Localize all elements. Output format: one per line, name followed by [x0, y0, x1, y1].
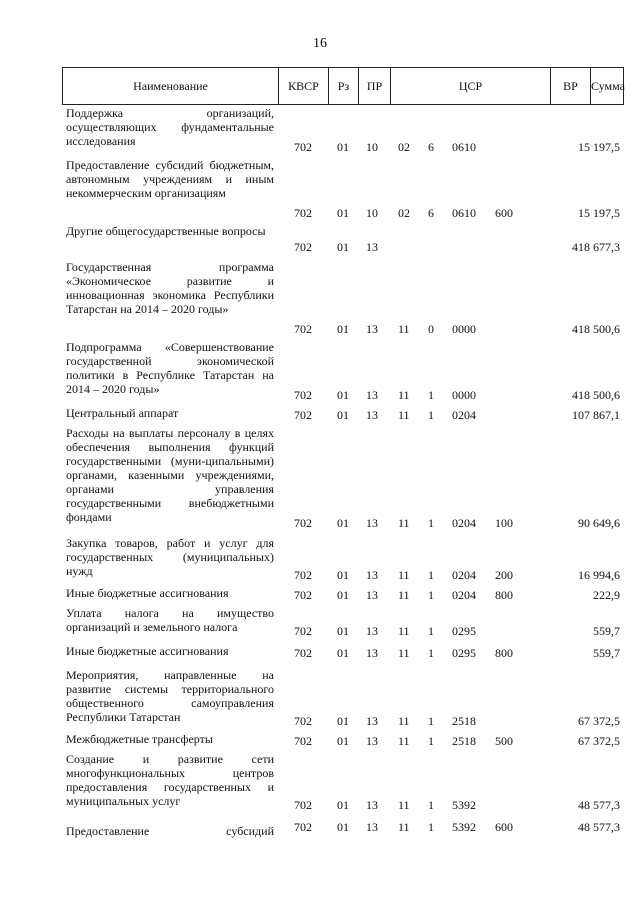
row-rz: 01	[337, 568, 349, 582]
row-csr-code: 5392	[452, 820, 476, 834]
row-csr-code: 0000	[452, 388, 476, 402]
row-vr: 500	[495, 734, 513, 748]
row-name: Центральный аппарат	[66, 406, 179, 420]
row-csr-code: 0295	[452, 624, 476, 638]
row-sum: 418 500,6	[572, 388, 620, 402]
row-csr-code: 0295	[452, 646, 476, 660]
row-csr-subprogram: 6	[428, 206, 434, 220]
table-row	[0, 224, 640, 254]
row-pr: 13	[366, 646, 378, 660]
header-pr: ПР	[359, 68, 391, 104]
row-pr: 13	[366, 408, 378, 422]
row-pr: 10	[366, 140, 378, 154]
row-name: Мероприятия, направленные на развитие системы территориального общественного самоуправления Республики Татарстан	[66, 668, 274, 724]
row-csr-subprogram: 1	[428, 388, 434, 402]
row-kvsr: 702	[294, 820, 312, 834]
row-csr-program: 11	[398, 820, 410, 834]
row-rz: 01	[337, 820, 349, 834]
row-rz: 01	[337, 140, 349, 154]
row-csr-subprogram: 0	[428, 322, 434, 336]
row-name: Иные бюджетные ассигнования	[66, 586, 229, 600]
row-csr-subprogram: 6	[428, 140, 434, 154]
row-name: Расходы на выплаты персоналу в целях обеспечения выполнения функций государственными (муни-ципальными) органами, казенными учреждениями, органами управления государственными внебюджетными фондами	[66, 426, 274, 524]
table-row	[0, 426, 640, 530]
row-kvsr: 702	[294, 568, 312, 582]
table-row	[0, 260, 640, 336]
row-rz: 01	[337, 240, 349, 254]
row-sum: 67 372,5	[578, 734, 620, 748]
row-pr: 13	[366, 516, 378, 530]
table-row	[0, 606, 640, 638]
row-kvsr: 702	[294, 408, 312, 422]
row-sum: 15 197,5	[578, 206, 620, 220]
row-csr-program: 11	[398, 624, 410, 638]
row-kvsr: 702	[294, 322, 312, 336]
row-csr-code: 5392	[452, 798, 476, 812]
row-kvsr: 702	[294, 714, 312, 728]
row-csr-program: 11	[398, 568, 410, 582]
row-kvsr: 702	[294, 140, 312, 154]
row-rz: 01	[337, 798, 349, 812]
row-pr: 13	[366, 820, 378, 834]
header-rz: Рз	[329, 68, 359, 104]
page-number: 16	[313, 36, 327, 51]
header-sum: Сумма	[591, 79, 625, 93]
table-row	[0, 644, 640, 660]
table-row	[0, 106, 640, 154]
row-csr-program: 02	[398, 140, 410, 154]
row-sum: 222,9	[593, 588, 620, 602]
row-csr-subprogram: 1	[428, 820, 434, 834]
row-pr: 13	[366, 568, 378, 582]
row-csr-code: 0204	[452, 568, 476, 582]
row-name: Межбюджетные трансферты	[66, 732, 213, 746]
row-name: Иные бюджетные ассигнования	[66, 644, 229, 658]
row-csr-subprogram: 1	[428, 646, 434, 660]
header-vr: ВР	[551, 68, 591, 104]
row-csr-code: 0204	[452, 408, 476, 422]
row-vr: 100	[495, 516, 513, 530]
row-vr: 600	[495, 206, 513, 220]
row-kvsr: 702	[294, 240, 312, 254]
table-row	[0, 586, 640, 602]
row-csr-program: 11	[398, 408, 410, 422]
row-kvsr: 702	[294, 588, 312, 602]
row-csr-code: 0610	[452, 206, 476, 220]
header-name: Наименование	[63, 68, 279, 104]
row-rz: 01	[337, 588, 349, 602]
row-kvsr: 702	[294, 646, 312, 660]
row-sum: 16 994,6	[578, 568, 620, 582]
row-kvsr: 702	[294, 206, 312, 220]
row-csr-subprogram: 1	[428, 516, 434, 530]
row-csr-program: 02	[398, 206, 410, 220]
table-row	[0, 536, 640, 582]
row-pr: 13	[366, 322, 378, 336]
row-csr-program: 11	[398, 588, 410, 602]
row-pr: 13	[366, 588, 378, 602]
row-name: Предоставление субсидий бюджетным, автономным учреждениям и иным некоммерческим организациям	[66, 158, 274, 200]
row-pr: 13	[366, 240, 378, 254]
row-name: Поддержка организаций, осуществляющих фундаментальные исследования	[66, 106, 274, 148]
row-pr: 10	[366, 206, 378, 220]
row-sum: 107 867,1	[572, 408, 620, 422]
row-vr: 600	[495, 820, 513, 834]
row-rz: 01	[337, 206, 349, 220]
row-rz: 01	[337, 646, 349, 660]
row-vr: 800	[495, 588, 513, 602]
row-rz: 01	[337, 714, 349, 728]
row-sum: 67 372,5	[578, 714, 620, 728]
row-csr-program: 11	[398, 388, 410, 402]
row-csr-subprogram: 1	[428, 798, 434, 812]
row-csr-subprogram: 1	[428, 588, 434, 602]
table-row	[0, 158, 640, 220]
row-name: Другие общегосударственные вопросы	[66, 224, 266, 238]
table-row	[0, 820, 640, 838]
table-header	[62, 67, 624, 105]
row-csr-program: 11	[398, 734, 410, 748]
row-rz: 01	[337, 516, 349, 530]
row-kvsr: 702	[294, 798, 312, 812]
table-row	[0, 406, 640, 422]
row-csr-subprogram: 1	[428, 714, 434, 728]
row-vr: 800	[495, 646, 513, 660]
row-name: Закупка товаров, работ и услуг для государственных (муниципальных) нужд	[66, 536, 274, 578]
row-name: Предоставление субсидий	[66, 824, 274, 838]
table-row	[0, 668, 640, 728]
row-csr-code: 0204	[452, 588, 476, 602]
row-pr: 13	[366, 714, 378, 728]
row-csr-subprogram: 1	[428, 408, 434, 422]
row-sum: 90 649,6	[578, 516, 620, 530]
row-name: Подпрограмма «Совершенствование государственной экономической политики в Республике Татарстан на 2014 – 2020 годы»	[66, 340, 274, 396]
row-csr-subprogram: 1	[428, 624, 434, 638]
row-csr-code: 0000	[452, 322, 476, 336]
row-sum: 48 577,3	[578, 798, 620, 812]
row-pr: 13	[366, 388, 378, 402]
row-csr-program: 11	[398, 322, 410, 336]
row-sum: 418 500,6	[572, 322, 620, 336]
row-sum: 559,7	[593, 624, 620, 638]
row-name: Государственная программа «Экономическое развитие и инновационная экономика Республики Татарстан на 2014 – 2020 годы»	[66, 260, 274, 316]
row-name: Уплата налога на имущество организаций и земельного налога	[66, 606, 274, 634]
row-rz: 01	[337, 624, 349, 638]
row-sum: 418 677,3	[572, 240, 620, 254]
row-sum: 15 197,5	[578, 140, 620, 154]
row-rz: 01	[337, 388, 349, 402]
row-csr-code: 2518	[452, 734, 476, 748]
header-csr: ЦСР	[391, 68, 551, 104]
row-csr-code: 0610	[452, 140, 476, 154]
row-pr: 13	[366, 624, 378, 638]
row-csr-code: 0204	[452, 516, 476, 530]
header-kvsr: КВСР	[279, 68, 329, 104]
row-rz: 01	[337, 408, 349, 422]
row-csr-program: 11	[398, 646, 410, 660]
row-csr-program: 11	[398, 516, 410, 530]
table-row	[0, 752, 640, 812]
row-csr-code: 2518	[452, 714, 476, 728]
table-row	[0, 340, 640, 402]
row-kvsr: 702	[294, 516, 312, 530]
row-csr-subprogram: 1	[428, 734, 434, 748]
row-rz: 01	[337, 322, 349, 336]
row-pr: 13	[366, 798, 378, 812]
row-vr: 200	[495, 568, 513, 582]
row-kvsr: 702	[294, 624, 312, 638]
row-csr-program: 11	[398, 798, 410, 812]
row-pr: 13	[366, 734, 378, 748]
row-kvsr: 702	[294, 388, 312, 402]
row-kvsr: 702	[294, 734, 312, 748]
row-sum: 48 577,3	[578, 820, 620, 834]
row-sum: 559,7	[593, 646, 620, 660]
row-rz: 01	[337, 734, 349, 748]
row-name: Создание и развитие сети многофункциональных центров предоставления государственных и муниципальных услуг	[66, 752, 274, 808]
row-csr-program: 11	[398, 714, 410, 728]
table-row	[0, 732, 640, 748]
row-csr-subprogram: 1	[428, 568, 434, 582]
